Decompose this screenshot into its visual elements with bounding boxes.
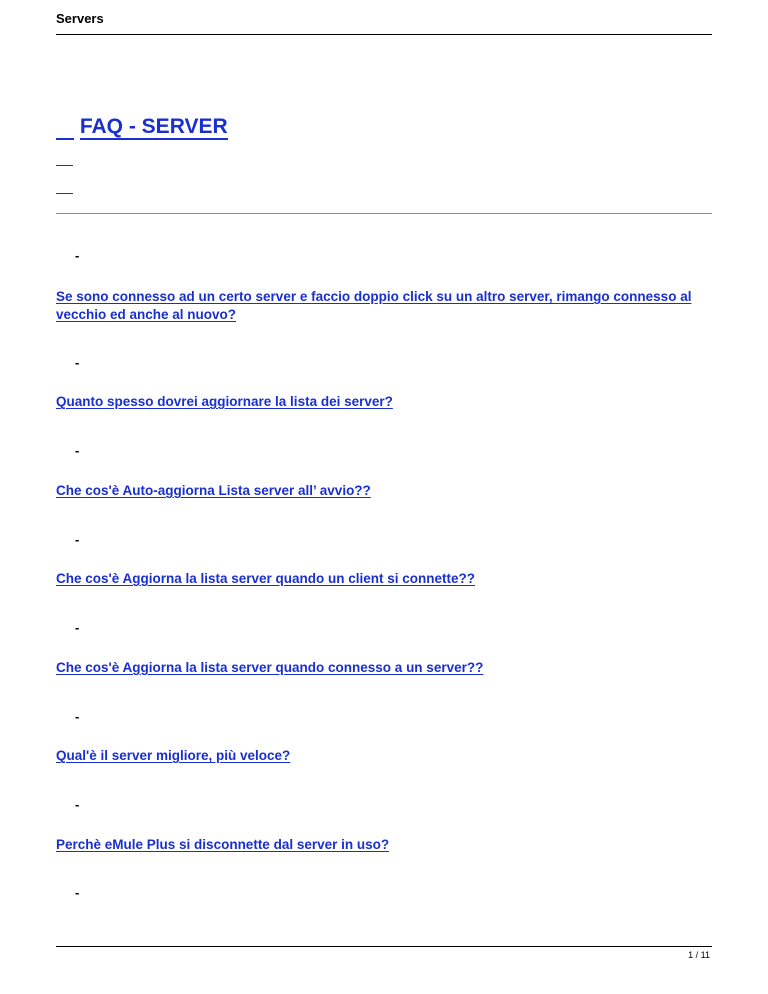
page-header-title: Servers (56, 11, 104, 26)
list-bullet: - (75, 885, 80, 900)
page-number: 1 / 11 (688, 950, 710, 960)
faq-question-link[interactable]: Se sono connesso ad un certo server e faccio doppio click su un altro server, rimango connesso al vecchio ed anche al nuovo? (56, 289, 692, 322)
list-bullet: - (75, 620, 80, 635)
faq-question-link[interactable]: Che cos'è Aggiorna la lista server quando connesso a un server?? (56, 660, 484, 675)
faq-question-link[interactable]: Perchè eMule Plus si disconnette dal server in uso? (56, 837, 390, 852)
faq-question-link[interactable]: Che cos'è Auto-aggiorna Lista server all’ avvio?? (56, 483, 371, 498)
faq-question (56, 393, 716, 411)
empty-link-stub[interactable] (56, 165, 73, 166)
list-bullet: - (75, 443, 80, 458)
heading-underline-pad (56, 116, 74, 140)
list-bullet: - (75, 709, 80, 724)
faq-question-link[interactable]: Quanto spesso dovrei aggiornare la lista dei server? (56, 394, 393, 409)
section-divider (56, 213, 712, 214)
faq-question-link[interactable]: Qual'è il server migliore, più veloce? (56, 748, 291, 763)
faq-heading-link[interactable]: FAQ - SERVER (79, 115, 228, 138)
faq-question (56, 747, 716, 765)
list-bullet: - (75, 797, 80, 812)
header-divider (56, 34, 712, 35)
faq-heading (56, 115, 228, 140)
faq-question (56, 659, 716, 677)
footer-divider (56, 946, 712, 947)
list-bullet: - (75, 532, 80, 547)
empty-link-stub[interactable] (56, 193, 73, 194)
faq-question (56, 288, 716, 324)
faq-question (56, 482, 716, 500)
faq-question (56, 836, 716, 854)
list-bullet: - (75, 248, 80, 263)
list-bullet: - (75, 355, 80, 370)
faq-question (56, 570, 716, 588)
faq-question-link[interactable]: Che cos'è Aggiorna la lista server quando un client si connette?? (56, 571, 476, 586)
